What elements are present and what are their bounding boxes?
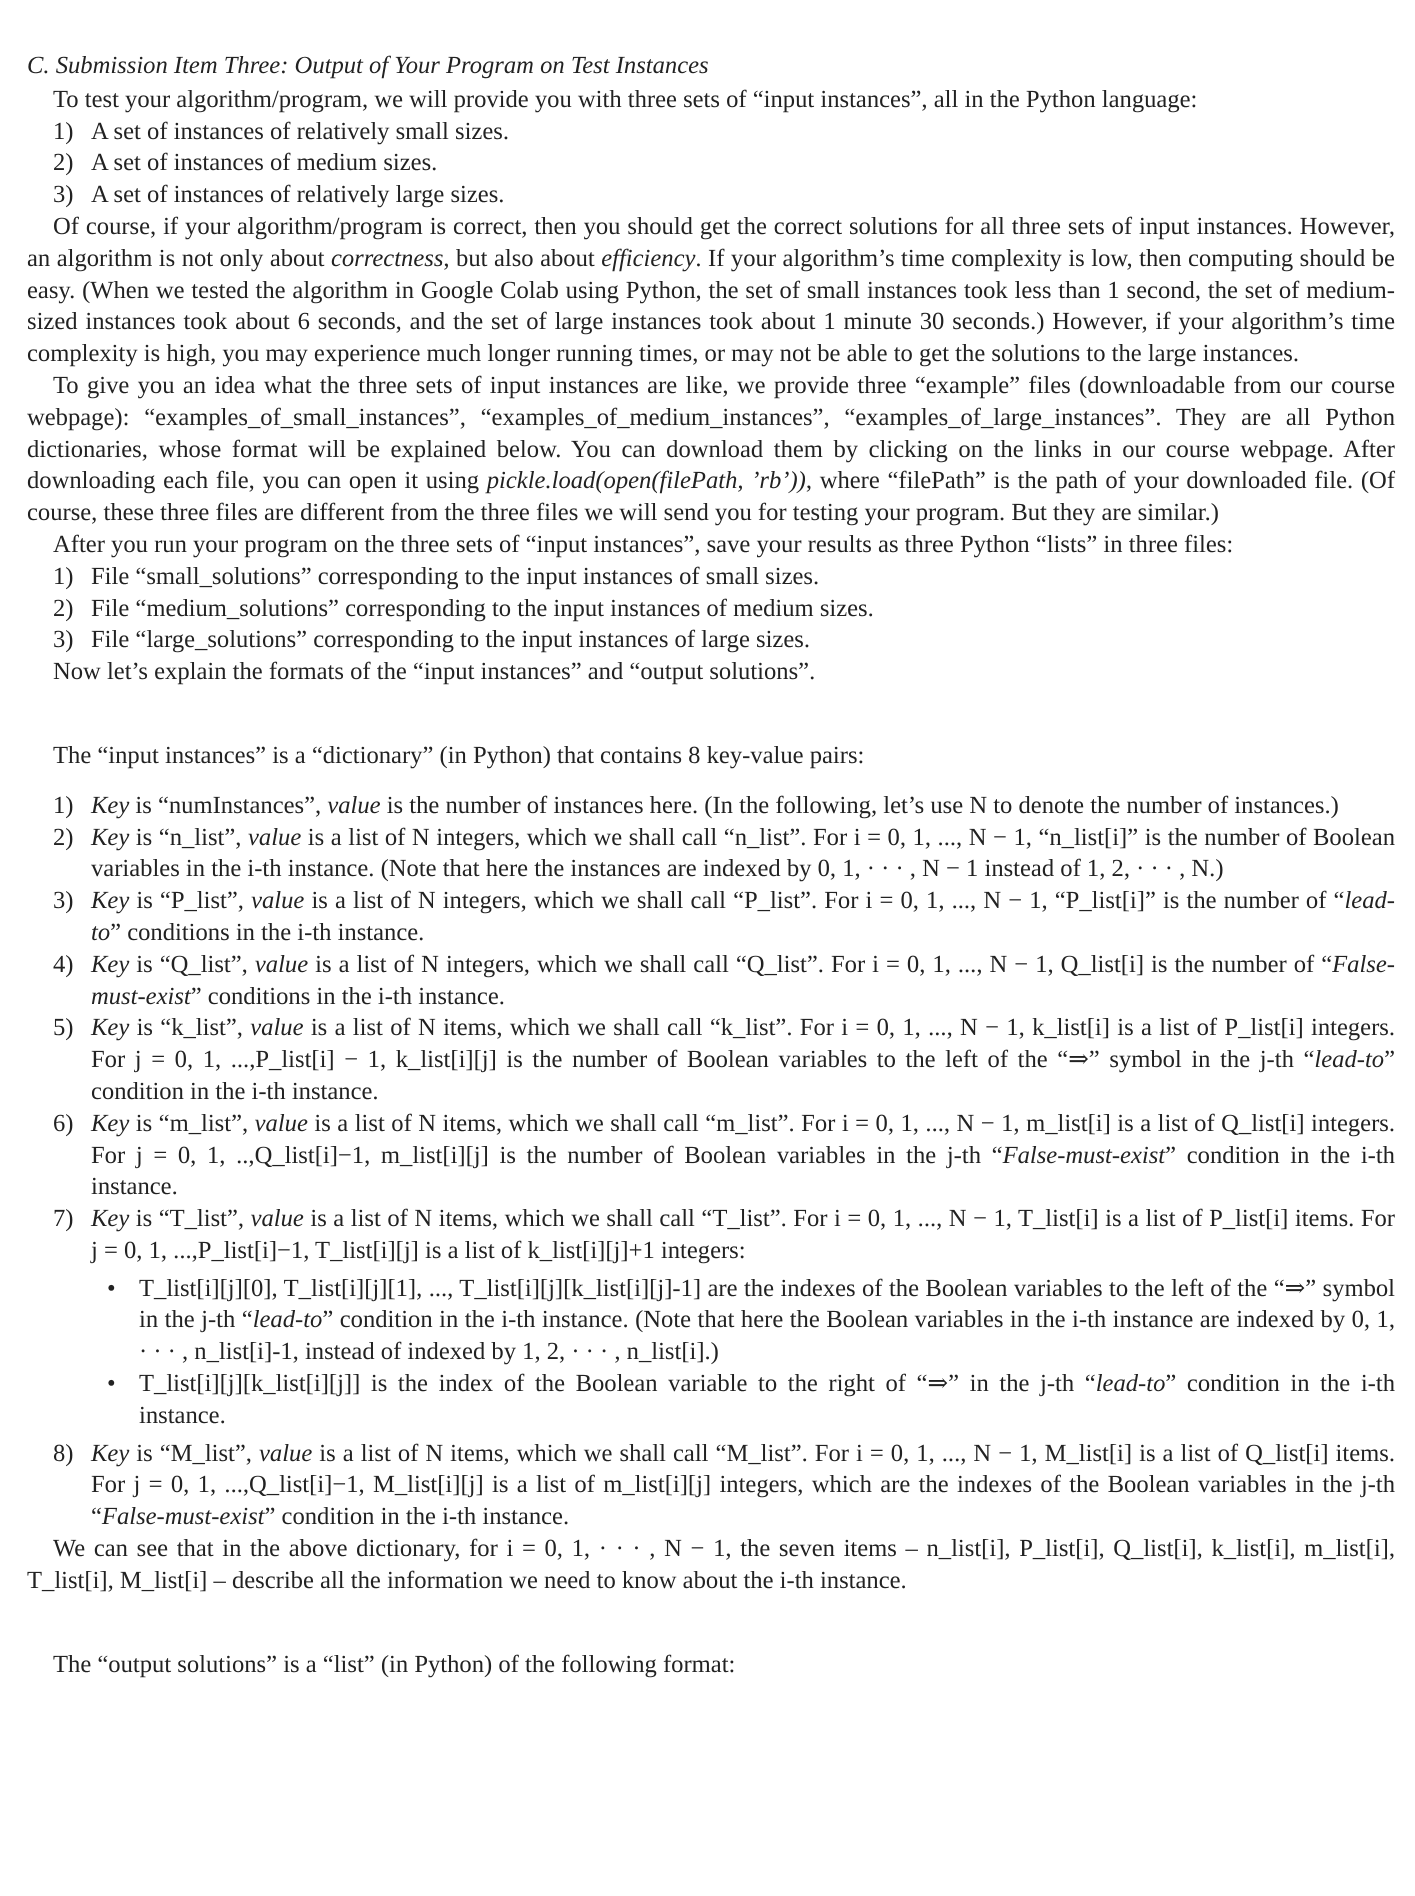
item-number: 5) (53, 1014, 74, 1042)
section-heading: C. Submission Item Three: Output of Your Program on Test Instances (27, 52, 709, 79)
item-number: 3) (53, 887, 74, 915)
item-number: 2) (53, 594, 74, 622)
key-value-list (27, 790, 1395, 1533)
summary-paragraph: We can see that in the above dictionary, for i = 0, 1, · · · , N − 1, the seven items – n_list[i], P_list[i], Q_list[i], k_list[i], m_list[i], T_list[i], M_list[i] – describe all the information we need to know about the i-th instance. (27, 1535, 1395, 1594)
item-text: File “large_solutions” corresponding to the input instances of large sizes. (91, 626, 810, 654)
list-item (53, 624, 1395, 656)
item-number: 3) (53, 626, 74, 654)
pickle-load-code: pickle.load(open(filePath, ’rb’)) (486, 467, 806, 495)
item-number: 1) (53, 562, 74, 590)
list-item (53, 179, 1395, 211)
emphasis-correctness: correctness (330, 244, 444, 272)
t-list-bullets (91, 1273, 1395, 1432)
list-item: 3) Key is “P_list”, value is a list of N integers, which we shall call “P_list”. For i = 0, 1, ..., N − 1, “P_list[i]” is the number of “lead-to” conditions in the i-th instance. (53, 887, 1396, 946)
list-item (53, 116, 1395, 148)
bullet-dot-icon: • (107, 1274, 116, 1302)
list-item: 6) Key is “m_list”, value is a list of N items, which we shall call “m_list”. For i = 0, 1, ..., N − 1, m_list[i] is a list of Q_list[i] integers. For j = 0, 1, ..,Q_list[i]−1, m_list[i][j] is the number of Boolean variables in the j-th “False-must-exist” condition in the i-th instance. (53, 1109, 1396, 1201)
list-item: 1) Key is “numInstances”, value is the number of instances here. (In the following, let’s use N to denote the number of instances.) (53, 790, 1395, 822)
list-item: 2) Key is “n_list”, value is a list of N integers, which we shall call “n_list”. For i = 0, 1, ..., N − 1, “n_list[i]” is the number of Boolean variables in the i-th instance. (Note that here the instances are indexed by 0, 1, · · · , N − 1 instead of 1, 2, · · · , N.) (53, 823, 1395, 883)
list-item (53, 593, 1395, 625)
output-intro-paragraph: The “output solutions” is a “list” (in Python) of the following format: (53, 1650, 736, 1678)
list-item (53, 147, 1395, 179)
item-text: A set of instances of relatively large sizes. (91, 181, 505, 209)
item-text: File “small_solutions” corresponding to the input instances of small sizes. (91, 562, 820, 590)
bullet-item: • T_list[i][j][0], T_list[i][j][1], ..., T_list[i][j][k_list[i][j]-1] are the indexes of the Boolean variables to the left of the “⇒” symbol in the j-th “lead-to” condition in the i-th instance. (Note that here the Boolean variables in the i-th instance are indexed by 0, 1, · · · , n_list[i]-1, instead of indexed by 1, 2, · · · , n_list[i].) (107, 1274, 1395, 1366)
item-number: 1) (53, 791, 74, 819)
solution-files-list (27, 561, 1395, 656)
item-number: 4) (53, 950, 74, 978)
save-results-paragraph: After you run your program on the three sets of “input instances”, save your results as three Python “lists” in three files: (53, 530, 1234, 558)
example-files-paragraph: To give you an idea what the three sets of input instances are like, we provide three “example” files (downloadable from our course webpage): “examples_of_small_instances”, “examples_of_medium_instances”, “examples_of_large_instances”. They are all Python dictionaries, whose format will be explained below. You can download them by clicking on the links in our course webpage. After downloading each file, you can open it using pickle.load(open(filePath, ’rb’)), where “filePath” is the path of your downloaded file. (Of course, these three files are different from the three files we will send you for testing your program. But they are similar.) (27, 371, 1396, 527)
list-item: 5) Key is “k_list”, value is a list of N items, which we shall call “k_list”. For i = 0, 1, ..., N − 1, k_list[i] is a list of P_list[i] integers. For j = 0, 1, ...,P_list[i] − 1, k_list[i][j] is the number of Boolean variables to the left of the “⇒” symbol in the j-th “lead-to” condition in the i-th instance. (53, 1014, 1396, 1105)
emphasis-efficiency: efficiency (601, 244, 696, 272)
item-number: 8) (53, 1439, 74, 1467)
bullet-dot-icon: • (107, 1370, 116, 1398)
item-number: 3) (53, 181, 74, 209)
item-number: 2) (53, 823, 74, 851)
item-text: A set of instances of relatively small sizes. (91, 117, 509, 145)
item-number: 2) (53, 149, 74, 177)
bullet-item: • T_list[i][j][k_list[i][j]] is the index of the Boolean variable to the right of “⇒” in the j-th “lead-to” condition in the i-th instance. (107, 1370, 1395, 1429)
item-number: 1) (53, 117, 74, 145)
dictionary-intro-paragraph: The “input instances” is a “dictionary” (in Python) that contains 8 key-value pairs: (53, 741, 865, 769)
list-item: 4) Key is “Q_list”, value is a list of N integers, which we shall call “Q_list”. For i = 0, 1, ..., N − 1, Q_list[i] is the number of “False-must-exist” conditions in the i-th instance. (53, 950, 1395, 1010)
item-text: File “medium_solutions” corresponding to the input instances of medium sizes. (91, 594, 874, 622)
instance-sets-list (27, 116, 1395, 211)
item-number: 6) (53, 1109, 74, 1137)
list-item: 7) Key is “T_list”, value is a list of N items, which we shall call “T_list”. For i = 0, 1, ..., N − 1, T_list[i] is a list of P_list[i] items. For j = 0, 1, ...,P_list[i]−1, T_list[i][j] is a list of k_list[i][j]+1 integers: • T_list[i][j][0], T_list[i][j][1], ..., T_list[i][j][k_list[i][j]-1] are the indexes of the Boolean variables to the left of the “⇒” symbol in the j-th “lead-to” condition in the i-th instance. (Note that here the Boolean variables in the i-th instance are indexed by 0, 1, · · · , n_list[i]-1, instead of indexed by 1, 2, · · · , n_list[i].) • T_list[i][j][k_list[i][j]] is the index of the Boolean variable to the right of “⇒” in the j-th “lead-to” condition in the i-th instance. (53, 1203, 1395, 1432)
efficiency-paragraph: Of course, if your algorithm/program is correct, then you should get the correct solutions for all three sets of input instances. However, an algorithm is not only about correctness, but also about efficiency. If your algorithm’s time complexity is low, then computing should be easy. (When we tested the algorithm in Google Colab using Python, the set of small instances took less than 1 second, the set of medium-sized instances took about 6 seconds, and the set of large instances took about 1 minute 30 seconds.) However, if your algorithm’s time complexity is high, you may experience much longer running times, or may not be able to get the solutions to the large instances. (27, 212, 1395, 368)
item-text: A set of instances of medium sizes. (91, 149, 438, 177)
list-item (53, 561, 1395, 593)
list-item: 8) Key is “M_list”, value is a list of N items, which we shall call “M_list”. For i = 0, 1, ..., N − 1, M_list[i] is a list of Q_list[i] items. For j = 0, 1, ...,Q_list[i]−1, M_list[i][j] is a list of m_list[i][j] integers, which are the indexes of the Boolean variables in the j-th “False-must-exist” condition in the i-th instance. (53, 1439, 1395, 1531)
item-number: 7) (53, 1205, 74, 1233)
formats-intro-paragraph: Now let’s explain the formats of the “input instances” and “output solutions”. (53, 658, 816, 686)
intro-paragraph: To test your algorithm/program, we will provide you with three sets of “input instances”, all in the Python language: (53, 85, 1198, 113)
